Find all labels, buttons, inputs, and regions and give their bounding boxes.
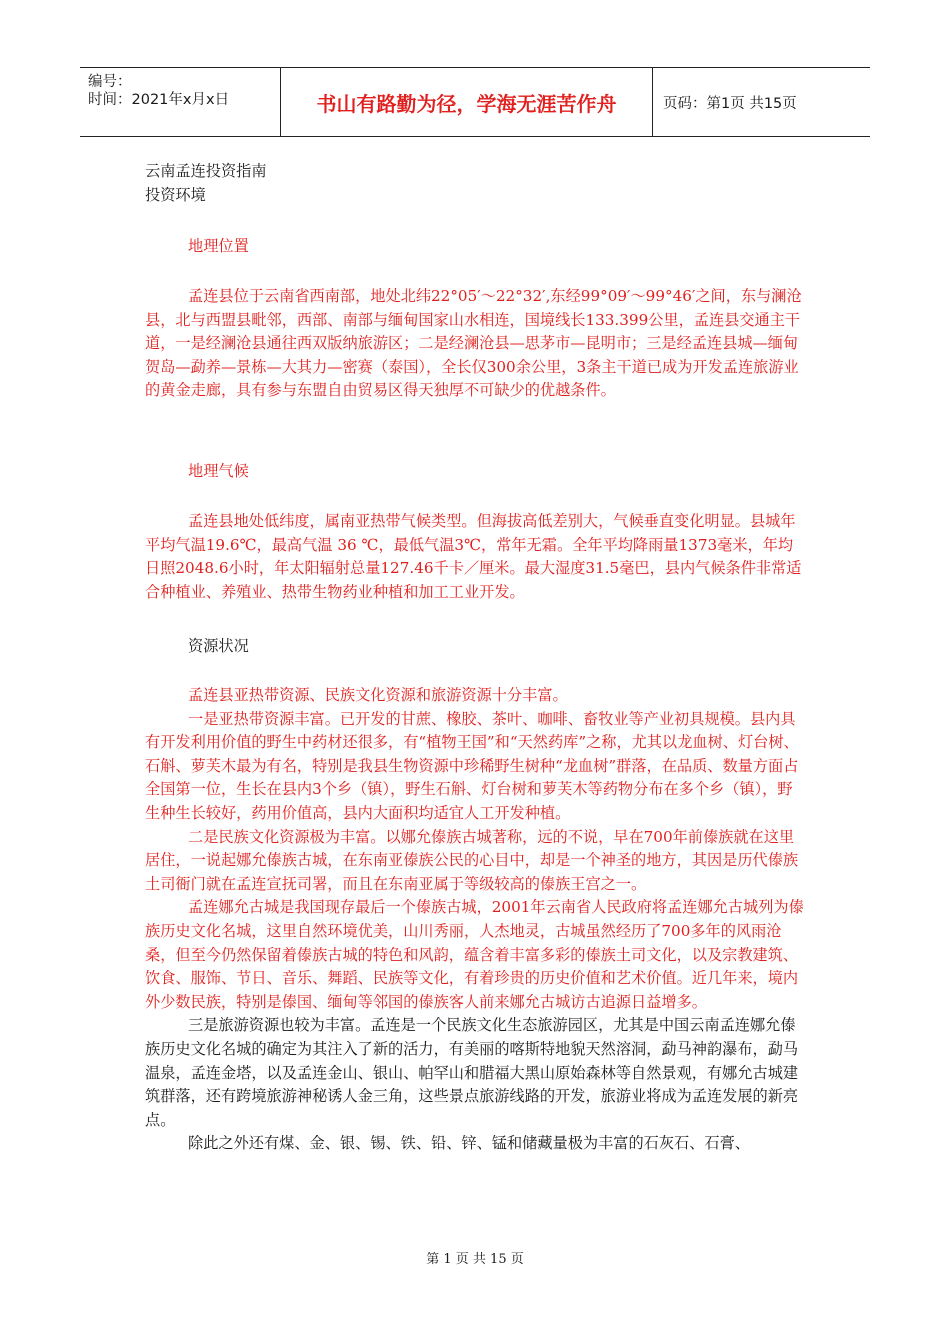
resources-body xyxy=(145,684,805,1156)
section-heading-climate: 地理气候 xyxy=(188,462,249,480)
header-motto: 书山有路勤为径，学海无涯苦作舟 xyxy=(281,68,653,136)
page-footer: 第 1 页 共 15 页 xyxy=(426,1252,524,1267)
header-page-info: 页码：第1页 共15页 xyxy=(663,95,797,112)
header-meta xyxy=(80,68,281,136)
number-label: 编号： xyxy=(88,74,132,90)
doc-title: 云南孟连投资指南 xyxy=(145,162,267,180)
section-heading-resources: 资源状况 xyxy=(188,637,249,655)
document-header xyxy=(80,67,870,137)
doc-subtitle: 投资环境 xyxy=(145,186,206,204)
paragraph-resources-intro: 孟连县亚热带资源、民族文化资源和旅游资源十分丰富。 xyxy=(188,686,568,704)
paragraph-subtropical: 一是亚热带资源丰富。已开发的甘蔗、橡胶、茶叶、咖啡、畜牧业等产业初具规模。县内具有开发利用价值的野生中药材还很多，有“植物王国”和“天然药库”之称，尤其以龙血树、灯台树、石斛、萝芙木最为有名，特别是我县生物资源中珍稀野生树种“龙血树”群落，在品质、数量方面占全国第一位，生长在县内3个乡（镇），野生石斛、灯台树和萝芙木等药物分布在多个乡（镇），野生种生长较好，药用价值高，县内大面积均适宜人工开发种植。 xyxy=(145,709,799,822)
paragraph-ancient-city: 孟连娜允古城是我国现存最后一个傣族古城，2001年云南省人民政府将孟连娜允古城列为傣族历史文化名城，这里自然环境优美，山川秀丽，人杰地灵，古城虽然经历了700多年的风雨沧桑，但至今仍然保留着傣族古城的特色和风韵，蕴含着丰富多彩的傣族土司文化，以及宗教建筑、饮食、服饰、节日、音乐、舞蹈、民族等文化，有着珍贵的历史价值和艺术价值。近几年来，境内外少数民族，特别是傣国、缅甸等邻国的傣族客人前来娜允古城访古追源日益增多。 xyxy=(145,898,804,1011)
paragraph-culture: 二是民族文化资源极为丰富。以娜允傣族古城著称，远的不说，早在700年前傣族就在这里居住，一说起娜允傣族古城，在东南亚傣族公民的心目中，却是一个神圣的地方，其因是历代傣族土司衙门就在孟连宣抚司署，而且在东南亚属于等级较高的傣族王宫之一。 xyxy=(145,827,799,893)
paragraph-minerals: 除此之外还有煤、金、银、锡、铁、铅、锌、锰和储藏量极为丰富的石灰石、石膏、 xyxy=(188,1134,750,1153)
paragraph-climate: 孟连县地处低纬度，属南亚热带气候类型。但海拔高低差别大，气候垂直变化明显。县城年平均气温19.6℃，最高气温 36 ℃，最低气温3℃，常年无霜。全年平均降雨量1373毫米，年均日照2048.6小时，年太阳辐射总量127.46千卡／厘米。最大湿度31.5毫巴，县内气候条件非常适合种植业、养殖业、热带生物药业种植和加工工业开发。 xyxy=(145,512,802,601)
section-heading-location: 地理位置 xyxy=(188,237,249,255)
paragraph-tourism: 三是旅游资源也较为丰富。孟连是一个民族文化生态旅游园区，尤其是中国云南孟连娜允傣族历史文化名城的确定为其注入了新的活力，有美丽的喀斯特地貌天然溶洞，勐马神韵瀑布，勐马温泉，孟连金塔，以及孟连金山、银山、帕罕山和腊福大黑山原始森林等自然景观，有娜允古城建筑群落，还有跨境旅游神秘诱人金三角，这些景点旅游线路的开发，旅游业将成为孟连发展的新亮点。 xyxy=(145,1016,799,1129)
paragraph-location: 孟连县位于云南省西南部，地处北纬22°05′～22°32′,东经99°09′～99°46′之间，东与澜沧县，北与西盟县毗邻，西部、南部与缅甸国家山水相连，国境线长133.399公里，孟连县交通主干道，一是经澜沧县通往西双版纳旅游区；二是经澜沧县—思茅市—昆明市；三是经孟连县城—缅甸贺岛—勐养—景栋—大其力—密赛（泰国），全长仅300余公里，3条主干道已成为开发孟连旅游业的黄金走廊，具有参与东盟自由贸易区得天独厚不可缺少的优越条件。 xyxy=(145,287,802,400)
time-label: 时间：2021年x月x日 xyxy=(88,92,230,108)
